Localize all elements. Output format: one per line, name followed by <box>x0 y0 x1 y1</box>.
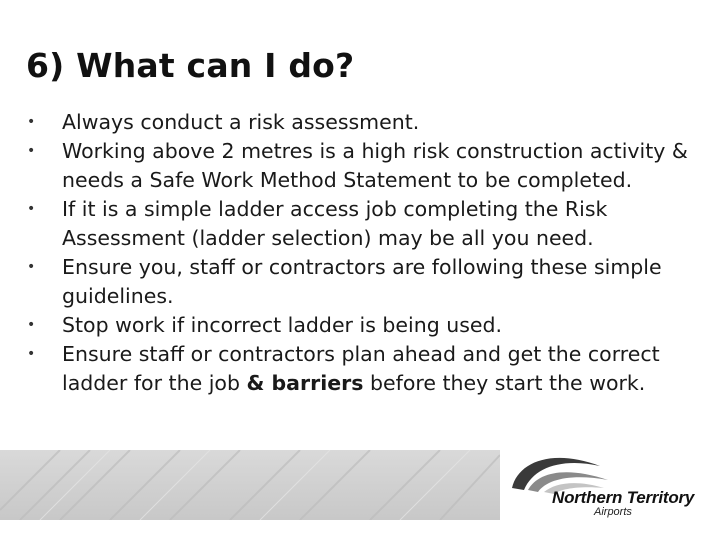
bullet-list <box>26 108 706 398</box>
bullet-text: Always conduct a risk assessment. <box>62 110 420 134</box>
bullet-text <box>62 342 660 395</box>
logo-sub: Airports <box>594 506 632 518</box>
bullet-dot: • <box>27 317 36 333</box>
bullet-text: If it is a simple ladder access job completing the Risk Assessment (ladder selection) may be all you need. <box>62 197 608 250</box>
bullet-text-bold: & barriers <box>246 371 364 395</box>
bullet-item <box>26 253 706 311</box>
bullet-item <box>26 340 706 398</box>
nta-logo <box>500 444 710 524</box>
bullet-text: Working above 2 metres is a high risk construction activity & needs a Safe Work Method Statement to be completed. <box>62 139 688 192</box>
bullet-text-after: before they start the work. <box>363 371 646 395</box>
bullet-item <box>26 137 706 195</box>
slide-title: 6) What can I do? <box>26 46 355 85</box>
bullet-item <box>26 195 706 253</box>
bullet-dot: • <box>27 143 36 159</box>
bullet-text: Stop work if incorrect ladder is being used. <box>62 313 503 337</box>
logo-name: Northern Territory <box>552 488 695 507</box>
bullet-dot: • <box>27 259 36 275</box>
bullet-text-before: Ensure staff or contractors plan ahead and get the correct ladder for the job <box>62 342 660 395</box>
bullet-text: Ensure you, staff or contractors are following these simple guidelines. <box>62 255 662 308</box>
bullet-dot: • <box>27 346 36 362</box>
swoosh-icon <box>504 444 614 494</box>
bullet-dot: • <box>27 114 36 130</box>
bullet-item <box>26 311 706 340</box>
bullet-dot: • <box>27 201 36 217</box>
bullet-item <box>26 108 706 137</box>
